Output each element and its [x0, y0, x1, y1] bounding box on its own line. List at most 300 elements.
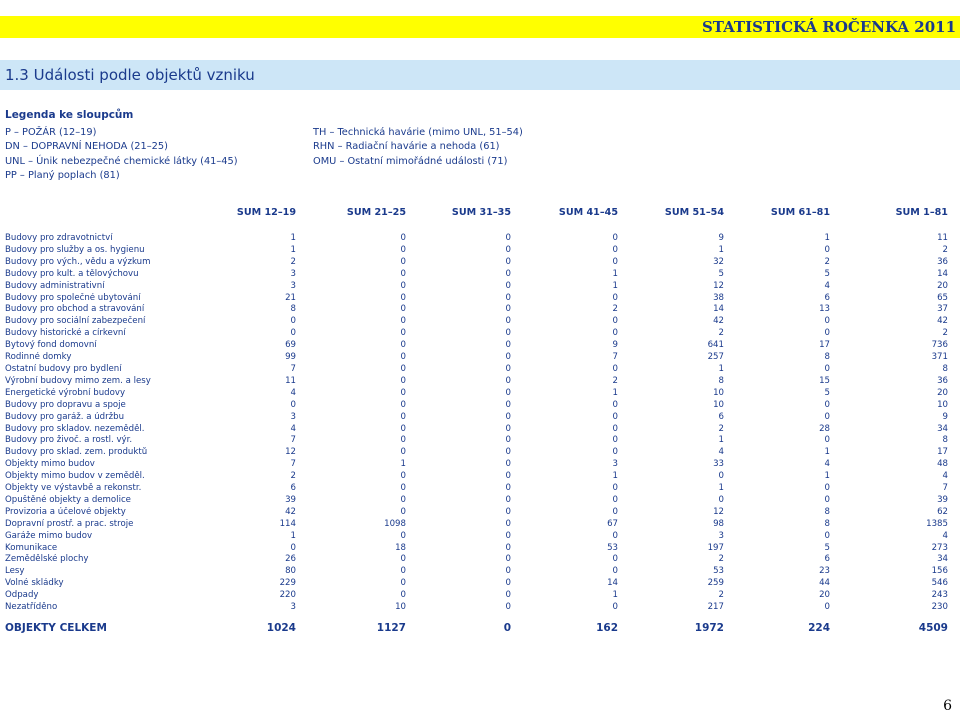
table-cell: 2	[718, 423, 724, 434]
table-cell: 0	[505, 256, 511, 267]
table-cell: 0	[505, 602, 511, 613]
table-cell: 0	[400, 411, 406, 422]
table-row	[0, 566, 948, 578]
yearbook-header-bar	[0, 16, 960, 38]
table-cell: 20	[819, 590, 830, 601]
table-cell: 4	[942, 530, 948, 541]
table-row	[0, 364, 948, 376]
table-cell: 0	[400, 554, 406, 565]
table-cell: 0	[505, 387, 511, 398]
table-cell: 17	[937, 447, 948, 458]
table-row	[0, 245, 948, 257]
table-row	[0, 269, 948, 281]
table-cell: 1	[824, 447, 830, 458]
row-label: Nezatříděno	[5, 602, 58, 613]
legend-right-column	[313, 126, 523, 169]
row-label: Odpady	[5, 590, 39, 601]
table-row	[0, 471, 948, 483]
row-label: Objekty mimo budov v zeměděl.	[5, 471, 145, 482]
table-cell: 217	[707, 602, 724, 613]
column-header: SUM 12–19	[236, 206, 296, 218]
table-cell: 80	[285, 566, 296, 577]
table-cell: 1	[718, 435, 724, 446]
table-cell: 0	[505, 471, 511, 482]
row-label: Budovy historické a církevní	[5, 328, 126, 339]
table-row	[0, 257, 948, 269]
table-cell: 20	[937, 280, 948, 291]
row-label: Energetické výrobní budovy	[5, 387, 126, 398]
table-cell: 1385	[926, 518, 948, 529]
table-cell: 0	[824, 602, 830, 613]
table-cell: 3	[290, 268, 296, 279]
table-cell: 0	[400, 328, 406, 339]
table-cell: 0	[505, 244, 511, 255]
table-cell: 0	[824, 411, 830, 422]
table-cell: 0	[824, 494, 830, 505]
row-label: Výrobní budovy mimo zem. a lesy	[5, 375, 151, 386]
total-label: OBJEKTY CELKEM	[5, 622, 107, 634]
table-cell: 156	[931, 566, 948, 577]
table-cell: 0	[505, 459, 511, 470]
table-cell: 0	[612, 506, 618, 517]
table-cell: 0	[400, 340, 406, 351]
table-cell: 4	[824, 280, 830, 291]
table-cell: 0	[505, 375, 511, 386]
table-row	[0, 400, 948, 412]
table-cell: 1	[718, 363, 724, 374]
table-cell: 0	[505, 447, 511, 458]
table-cell: 1	[290, 530, 296, 541]
table-cell: 2	[942, 244, 948, 255]
table-cell: 0	[505, 304, 511, 315]
table-row	[0, 412, 948, 424]
table-cell: 230	[931, 602, 948, 613]
table-cell: 36	[937, 375, 948, 386]
table-cell: 8	[290, 304, 296, 315]
table-cell: 15	[819, 375, 830, 386]
legend-item: TH – Technická havárie (mimo UNL, 51–54)	[313, 127, 523, 138]
table-cell: 1	[824, 471, 830, 482]
table-cell: 8	[942, 363, 948, 374]
table-cell: 4	[718, 447, 724, 458]
table-cell: 8	[824, 518, 830, 529]
table-cell: 0	[400, 566, 406, 577]
table-cell: 0	[612, 244, 618, 255]
row-label: Budovy administrativní	[5, 280, 105, 291]
table-cell: 0	[290, 316, 296, 327]
table-cell: 4	[942, 471, 948, 482]
table-cell: 53	[713, 566, 724, 577]
table-cell: 0	[824, 483, 830, 494]
table-cell: 0	[824, 316, 830, 327]
table-cell: 0	[505, 316, 511, 327]
table-cell: 0	[612, 233, 618, 243]
table-cell: 0	[400, 387, 406, 398]
table-cell: 0	[824, 328, 830, 339]
table-cell: 0	[290, 328, 296, 339]
row-label: Budovy pro sociální zabezpečení	[5, 316, 146, 327]
table-row	[0, 447, 948, 459]
table-cell: 243	[931, 590, 948, 601]
table-cell: 10	[395, 602, 406, 613]
total-cell: 1127	[376, 622, 406, 634]
table-row	[0, 340, 948, 352]
table-row	[0, 483, 948, 495]
table-row	[0, 424, 948, 436]
table-cell: 6	[824, 292, 830, 303]
table-cell: 2	[718, 328, 724, 339]
table-row	[0, 543, 948, 555]
table-cell: 33	[713, 459, 724, 470]
table-cell: 9	[612, 340, 618, 351]
table-cell: 197	[707, 542, 724, 553]
table-cell: 0	[824, 530, 830, 541]
legend-item: DN – DOPRAVNÍ NEHODA (21–25)	[5, 141, 168, 153]
table-cell: 23	[819, 566, 830, 577]
table-cell: 8	[718, 375, 724, 386]
table-cell: 0	[612, 435, 618, 446]
legend-item: OMU – Ostatní mimořádné události (71)	[313, 155, 508, 167]
table-cell: 0	[505, 554, 511, 565]
table-cell: 18	[395, 542, 406, 553]
table-cell: 1	[400, 459, 406, 470]
table-cell: 0	[400, 363, 406, 374]
table-cell: 2	[290, 471, 296, 482]
table-row	[0, 328, 948, 340]
table-cell: 0	[400, 578, 406, 589]
table-cell: 10	[713, 387, 724, 398]
legend-title: Legenda ke sloupcům	[5, 109, 134, 121]
table-cell: 14	[937, 268, 948, 279]
table-cell: 38	[713, 292, 724, 303]
table-cell: 5	[718, 268, 724, 279]
row-label: Budovy pro vých., vědu a výzkum	[5, 256, 151, 267]
table-cell: 0	[505, 578, 511, 589]
table-cell: 5	[824, 387, 830, 398]
table-cell: 0	[824, 244, 830, 255]
table-cell: 28	[819, 423, 830, 434]
table-cell: 0	[612, 316, 618, 327]
yearbook-title: STATISTICKÁ ROČENKA 2011	[701, 18, 956, 36]
table-cell: 641	[707, 340, 724, 351]
table-cell: 2	[718, 590, 724, 601]
table-cell: 0	[824, 435, 830, 446]
table-row	[0, 435, 948, 447]
table-cell: 1	[718, 483, 724, 494]
table-cell: 10	[713, 399, 724, 410]
table-row	[0, 233, 948, 245]
table-cell: 0	[400, 233, 406, 243]
table-cell: 98	[713, 518, 724, 529]
table-cell: 3	[290, 411, 296, 422]
table-cell: 0	[612, 447, 618, 458]
table-cell: 0	[505, 518, 511, 529]
table-cell: 0	[505, 363, 511, 374]
table-cell: 0	[612, 256, 618, 267]
table-cell: 0	[612, 292, 618, 303]
table-cell: 220	[279, 590, 296, 601]
table-cell: 0	[612, 554, 618, 565]
table-cell: 7	[290, 459, 296, 470]
table-cell: 0	[400, 423, 406, 434]
table-cell: 6	[824, 554, 830, 565]
table-cell: 0	[505, 494, 511, 505]
table-row	[0, 507, 948, 519]
table-cell: 4	[290, 423, 296, 434]
row-label: Lesy	[5, 566, 25, 577]
table-cell: 11	[937, 233, 948, 243]
table-row	[0, 293, 948, 305]
table-cell: 0	[824, 363, 830, 374]
table-cell: 0	[400, 471, 406, 482]
table-row	[0, 495, 948, 507]
row-label: Budovy pro kult. a tělovýchovu	[5, 268, 139, 279]
table-cell: 10	[937, 399, 948, 410]
table-row	[0, 531, 948, 543]
table-cell: 6	[290, 483, 296, 494]
table-cell: 1	[612, 280, 618, 291]
table-cell: 0	[400, 268, 406, 279]
column-header: SUM 1–81	[895, 206, 948, 218]
table-cell: 1	[612, 590, 618, 601]
table-cell: 257	[707, 352, 724, 363]
table-cell: 7	[942, 483, 948, 494]
table-cell: 8	[942, 435, 948, 446]
column-header: SUM 21–25	[346, 206, 406, 218]
table-cell: 39	[937, 494, 948, 505]
table-cell: 9	[718, 233, 724, 243]
table-cell: 2	[612, 375, 618, 386]
table-row	[0, 459, 948, 471]
table-cell: 3	[290, 280, 296, 291]
table-cell: 67	[607, 518, 618, 529]
table-cell: 0	[505, 423, 511, 434]
table-cell: 1	[612, 268, 618, 279]
table-cell: 37	[937, 304, 948, 315]
column-header: SUM 61–81	[770, 206, 830, 218]
total-cell: 0	[503, 622, 511, 634]
column-header: SUM 51–54	[664, 206, 724, 218]
table-row	[0, 602, 948, 614]
row-label: Budovy pro garáž. a údržbu	[5, 411, 125, 422]
table-cell: 0	[505, 233, 511, 243]
table-row	[0, 590, 948, 602]
table-cell: 3	[612, 459, 618, 470]
table-cell: 17	[819, 340, 830, 351]
table-cell: 2	[290, 256, 296, 267]
table-cell: 69	[285, 340, 296, 351]
table-cell: 2	[942, 328, 948, 339]
total-cell: 224	[808, 622, 830, 634]
table-cell: 0	[505, 328, 511, 339]
page-number: 6	[943, 698, 952, 714]
table-cell: 371	[931, 352, 948, 363]
row-label: Dopravní prostř. a prac. stroje	[5, 518, 134, 529]
table-cell: 736	[931, 340, 948, 351]
table-cell: 99	[285, 352, 296, 363]
table-cell: 12	[713, 506, 724, 517]
table-cell: 8	[824, 352, 830, 363]
table-cell: 546	[931, 578, 948, 589]
row-label: Volné skládky	[5, 578, 64, 589]
table-cell: 0	[290, 542, 296, 553]
table-cell: 0	[400, 352, 406, 363]
total-cell: 162	[596, 622, 618, 634]
table-cell: 0	[505, 542, 511, 553]
table-cell: 0	[400, 506, 406, 517]
table-row	[0, 554, 948, 566]
legend-left-column	[5, 126, 238, 183]
legend-item: RHN – Radiační havárie a nehoda (61)	[313, 141, 500, 153]
table-cell: 5	[824, 542, 830, 553]
table-cell: 6	[718, 411, 724, 422]
table-cell: 0	[612, 328, 618, 339]
table-cell: 44	[819, 578, 830, 589]
table-cell: 0	[505, 530, 511, 541]
table-cell: 0	[824, 399, 830, 410]
table-cell: 0	[612, 566, 618, 577]
table-cell: 32	[713, 256, 724, 267]
table-cell: 9	[942, 411, 948, 422]
table-cell: 0	[400, 399, 406, 410]
table-cell: 42	[713, 316, 724, 327]
table-cell: 259	[707, 578, 724, 589]
table-cell: 0	[612, 423, 618, 434]
table-cell: 229	[279, 578, 296, 589]
table-cell: 0	[612, 602, 618, 613]
table-cell: 11	[285, 375, 296, 386]
table-cell: 0	[290, 399, 296, 410]
table-cell: 20	[937, 387, 948, 398]
table-cell: 4	[290, 387, 296, 398]
table-cell: 0	[505, 483, 511, 494]
table-cell: 0	[505, 268, 511, 279]
row-label: Rodinné domky	[5, 352, 72, 363]
row-label: Objekty ve výstavbě a rekonstr.	[5, 483, 142, 494]
table-cell: 0	[400, 280, 406, 291]
table-row	[0, 376, 948, 388]
table-cell: 0	[400, 590, 406, 601]
events-table	[0, 201, 948, 642]
table-cell: 42	[285, 506, 296, 517]
row-label: Budovy pro služby a os. hygienu	[5, 244, 145, 255]
table-cell: 2	[824, 256, 830, 267]
table-cell: 0	[400, 375, 406, 386]
table-cell: 0	[505, 506, 511, 517]
row-label: Budovy pro společné ubytování	[5, 292, 141, 303]
table-cell: 0	[505, 399, 511, 410]
table-cell: 0	[400, 530, 406, 541]
table-cell: 48	[937, 459, 948, 470]
table-cell: 0	[612, 483, 618, 494]
table-cell: 0	[505, 435, 511, 446]
table-cell: 0	[400, 304, 406, 315]
header-label-blank	[0, 201, 200, 223]
row-label: Ostatní budovy pro bydlení	[5, 363, 122, 374]
table-cell: 39	[285, 494, 296, 505]
table-cell: 21	[285, 292, 296, 303]
row-label: Objekty mimo budov	[5, 459, 95, 470]
table-cell: 0	[505, 280, 511, 291]
row-label: Garáže mimo budov	[5, 530, 93, 541]
table-cell: 34	[937, 554, 948, 565]
table-cell: 0	[718, 494, 724, 505]
table-cell: 114	[279, 518, 296, 529]
table-cell: 1	[612, 387, 618, 398]
table-cell: 2	[718, 554, 724, 565]
table-row	[0, 578, 948, 590]
table-cell: 7	[290, 435, 296, 446]
table-cell: 0	[612, 494, 618, 505]
table-cell: 0	[400, 483, 406, 494]
table-cell: 26	[285, 554, 296, 565]
table-cell: 2	[612, 304, 618, 315]
table-cell: 0	[400, 316, 406, 327]
legend-item: P – POŽÁR (12–19)	[5, 127, 97, 138]
column-header: SUM 31–35	[451, 206, 511, 218]
row-label: Budovy pro sklad. zem. produktů	[5, 447, 148, 458]
table-cell: 14	[713, 304, 724, 315]
total-row	[0, 614, 948, 642]
table-cell: 0	[505, 566, 511, 577]
row-label: Budovy pro obchod a stravování	[5, 304, 145, 315]
table-cell: 1	[718, 244, 724, 255]
total-cell: 4509	[918, 622, 948, 634]
spacer-row	[0, 223, 948, 233]
table-row	[0, 281, 948, 293]
table-cell: 0	[505, 411, 511, 422]
row-label: Komunikace	[5, 542, 58, 553]
table-cell: 4	[824, 459, 830, 470]
table-cell: 7	[612, 352, 618, 363]
chapter-title: 1.3 Události podle objektů vzniku	[5, 66, 255, 84]
table-cell: 1	[612, 471, 618, 482]
column-header: SUM 41–45	[558, 206, 618, 218]
legend-item: UNL – Únik nebezpečné chemické látky (41–45)	[5, 155, 238, 167]
table-cell: 0	[400, 256, 406, 267]
table-cell: 0	[400, 447, 406, 458]
table-header-row	[0, 201, 948, 223]
row-label: Bytový fond domovní	[5, 340, 97, 351]
table-cell: 34	[937, 423, 948, 434]
table-cell: 273	[931, 542, 948, 553]
table-row	[0, 304, 948, 316]
row-label: Provizoria a účelové objekty	[5, 506, 126, 517]
table-row	[0, 519, 948, 531]
table-cell: 0	[400, 292, 406, 303]
table-cell: 5	[824, 268, 830, 279]
row-label: Opuštěné objekty a demolice	[5, 494, 131, 505]
table-cell: 1	[824, 233, 830, 243]
chapter-band	[0, 60, 960, 90]
row-label: Zemědělské plochy	[5, 554, 89, 565]
table-cell: 53	[607, 542, 618, 553]
table-row	[0, 352, 948, 364]
total-cell: 1972	[694, 622, 724, 634]
table-cell: 0	[612, 411, 618, 422]
table-cell: 8	[824, 506, 830, 517]
legend-item: PP – Planý poplach (81)	[5, 169, 120, 181]
table-cell: 1	[290, 244, 296, 255]
table-cell: 65	[937, 292, 948, 303]
total-cell: 1024	[266, 622, 296, 634]
table-cell: 14	[607, 578, 618, 589]
row-label: Budovy pro zdravotnictví	[5, 233, 113, 243]
table-cell: 0	[505, 292, 511, 303]
table-cell: 12	[713, 280, 724, 291]
table-cell: 0	[505, 340, 511, 351]
table-cell: 0	[505, 352, 511, 363]
